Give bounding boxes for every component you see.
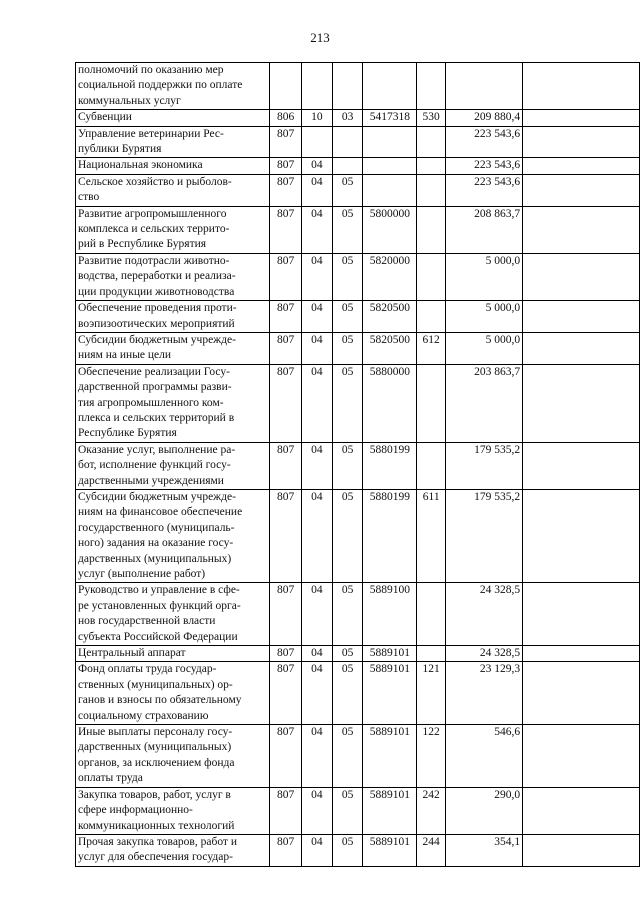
- amount-cell: 354,1: [446, 834, 523, 866]
- expense-name-cell: Субвенции: [76, 110, 270, 126]
- table-row: [76, 174, 640, 206]
- ministry-code-cell: 807: [270, 158, 302, 174]
- table-row: [76, 662, 640, 725]
- empty-column-cell: [523, 787, 640, 834]
- table-row: [76, 646, 640, 662]
- subsection-code-cell: 05: [332, 662, 363, 725]
- table-row: [76, 834, 640, 866]
- amount-cell: 23 129,3: [446, 662, 523, 725]
- expense-name-cell: Развитие агропромышленного комплекса и сельских террито- рий в Республике Бурятия: [76, 206, 270, 253]
- section-code-cell: 04: [302, 206, 333, 253]
- expense-name-cell: Центральный аппарат: [76, 646, 270, 662]
- expense-type-code-cell: 244: [417, 834, 446, 866]
- section-code-cell: 04: [302, 834, 333, 866]
- empty-column-cell: [523, 63, 640, 110]
- subsection-code-cell: 05: [332, 725, 363, 788]
- ministry-code-cell: 806: [270, 110, 302, 126]
- expense-type-code-cell: [417, 253, 446, 300]
- empty-column-cell: [523, 646, 640, 662]
- table-row: [76, 489, 640, 582]
- expense-name-cell: Управление ветеринарии Рес- публики Бурятия: [76, 126, 270, 158]
- expense-type-code-cell: 530: [417, 110, 446, 126]
- ministry-code-cell: 807: [270, 646, 302, 662]
- expense-type-code-cell: [417, 63, 446, 110]
- section-code-cell: 04: [302, 787, 333, 834]
- target-item-code-cell: 5800000: [363, 206, 417, 253]
- amount-cell: 208 863,7: [446, 206, 523, 253]
- section-code-cell: 04: [302, 174, 333, 206]
- expense-name-cell: Оказание услуг, выполнение ра- бот, исполнение функций госу- дарственными учреждениями: [76, 442, 270, 489]
- expense-type-code-cell: 612: [417, 332, 446, 364]
- empty-column-cell: [523, 332, 640, 364]
- table-row: [76, 332, 640, 364]
- amount-cell: 223 543,6: [446, 174, 523, 206]
- target-item-code-cell: 5820000: [363, 253, 417, 300]
- table-row: [76, 583, 640, 646]
- amount-cell: 179 535,2: [446, 442, 523, 489]
- target-item-code-cell: [363, 63, 417, 110]
- subsection-code-cell: 05: [332, 301, 363, 333]
- table-row: [76, 364, 640, 442]
- amount-cell: 546,6: [446, 725, 523, 788]
- section-code-cell: 04: [302, 662, 333, 725]
- target-item-code-cell: 5820500: [363, 301, 417, 333]
- target-item-code-cell: 5889101: [363, 725, 417, 788]
- expense-name-cell: Обеспечение реализации Госу- дарственной программы разви- тия агропромышленного ком- плекса и сельских территорий в Республике Бурятия: [76, 364, 270, 442]
- empty-column-cell: [523, 662, 640, 725]
- empty-column-cell: [523, 158, 640, 174]
- section-code-cell: 04: [302, 301, 333, 333]
- amount-cell: 290,0: [446, 787, 523, 834]
- target-item-code-cell: [363, 126, 417, 158]
- amount-cell: 223 543,6: [446, 126, 523, 158]
- ministry-code-cell: 807: [270, 253, 302, 300]
- section-code-cell: [302, 126, 333, 158]
- amount-cell: 179 535,2: [446, 489, 523, 582]
- expense-type-code-cell: [417, 206, 446, 253]
- section-code-cell: [302, 63, 333, 110]
- subsection-code-cell: 05: [332, 174, 363, 206]
- expense-type-code-cell: [417, 301, 446, 333]
- expense-type-code-cell: [417, 646, 446, 662]
- table-row: [76, 126, 640, 158]
- target-item-code-cell: 5889100: [363, 583, 417, 646]
- subsection-code-cell: 03: [332, 110, 363, 126]
- empty-column-cell: [523, 110, 640, 126]
- empty-column-cell: [523, 834, 640, 866]
- section-code-cell: 04: [302, 489, 333, 582]
- expense-name-cell: Субсидии бюджетным учрежде- ниям на финансовое обеспечение государственного (муниципаль- ного) задания на оказание госу- дарственных (муниципальных) услуг (выполнение работ): [76, 489, 270, 582]
- section-code-cell: 04: [302, 364, 333, 442]
- section-code-cell: 04: [302, 332, 333, 364]
- table-row: [76, 301, 640, 333]
- section-code-cell: 10: [302, 110, 333, 126]
- target-item-code-cell: 5880199: [363, 489, 417, 582]
- subsection-code-cell: 05: [332, 489, 363, 582]
- subsection-code-cell: 05: [332, 583, 363, 646]
- target-item-code-cell: 5889101: [363, 662, 417, 725]
- expense-type-code-cell: 242: [417, 787, 446, 834]
- section-code-cell: 04: [302, 583, 333, 646]
- ministry-code-cell: 807: [270, 834, 302, 866]
- amount-cell: 5 000,0: [446, 301, 523, 333]
- table-row: [76, 787, 640, 834]
- amount-cell: 203 863,7: [446, 364, 523, 442]
- expense-name-cell: Закупка товаров, работ, услуг в сфере информационно- коммуникационных технологий: [76, 787, 270, 834]
- expense-name-cell: Обеспечение проведения проти- воэпизоотических мероприятий: [76, 301, 270, 333]
- expense-type-code-cell: [417, 158, 446, 174]
- subsection-code-cell: [332, 126, 363, 158]
- empty-column-cell: [523, 126, 640, 158]
- target-item-code-cell: 5889101: [363, 646, 417, 662]
- expense-name-cell: Прочая закупка товаров, работ и услуг для обеспечения государ-: [76, 834, 270, 866]
- ministry-code-cell: 807: [270, 442, 302, 489]
- page-number: 213: [310, 30, 330, 45]
- expense-name-cell: Субсидии бюджетным учрежде- ниям на иные цели: [76, 332, 270, 364]
- empty-column-cell: [523, 364, 640, 442]
- expense-type-code-cell: 122: [417, 725, 446, 788]
- subsection-code-cell: 05: [332, 364, 363, 442]
- table-row: [76, 158, 640, 174]
- amount-cell: [446, 63, 523, 110]
- subsection-code-cell: 05: [332, 253, 363, 300]
- expense-name-cell: полномочий по оказанию мер социальной поддержки по оплате коммунальных услуг: [76, 63, 270, 110]
- ministry-code-cell: 807: [270, 725, 302, 788]
- expense-name-cell: Фонд оплаты труда государ- ственных (муниципальных) ор- ганов и взносы по обязательному социальному страхованию: [76, 662, 270, 725]
- empty-column-cell: [523, 442, 640, 489]
- ministry-code-cell: 807: [270, 126, 302, 158]
- ministry-code-cell: 807: [270, 364, 302, 442]
- expense-name-cell: Иные выплаты персоналу госу- дарственных (муниципальных) органов, за исключением фонда оплаты труда: [76, 725, 270, 788]
- subsection-code-cell: [332, 63, 363, 110]
- subsection-code-cell: 05: [332, 332, 363, 364]
- expense-type-code-cell: 611: [417, 489, 446, 582]
- section-code-cell: 04: [302, 725, 333, 788]
- ministry-code-cell: 807: [270, 174, 302, 206]
- table-row: [76, 63, 640, 110]
- target-item-code-cell: 5880000: [363, 364, 417, 442]
- target-item-code-cell: 5889101: [363, 787, 417, 834]
- ministry-code-cell: 807: [270, 332, 302, 364]
- target-item-code-cell: 5889101: [363, 834, 417, 866]
- section-code-cell: 04: [302, 253, 333, 300]
- empty-column-cell: [523, 301, 640, 333]
- expense-name-cell: Руководство и управление в сфе- ре установленных функций орга- нов государственной власти субъекта Российской Федерации: [76, 583, 270, 646]
- expense-name-cell: Развитие подотрасли животно- водства, переработки и реализа- ции продукции животноводства: [76, 253, 270, 300]
- expense-name-cell: Национальная экономика: [76, 158, 270, 174]
- empty-column-cell: [523, 583, 640, 646]
- target-item-code-cell: 5417318: [363, 110, 417, 126]
- amount-cell: 209 880,4: [446, 110, 523, 126]
- table-row: [76, 725, 640, 788]
- ministry-code-cell: [270, 63, 302, 110]
- budget-table-body: [76, 63, 640, 867]
- subsection-code-cell: 05: [332, 646, 363, 662]
- expense-type-code-cell: [417, 364, 446, 442]
- empty-column-cell: [523, 206, 640, 253]
- amount-cell: 5 000,0: [446, 332, 523, 364]
- empty-column-cell: [523, 253, 640, 300]
- expense-type-code-cell: 121: [417, 662, 446, 725]
- empty-column-cell: [523, 489, 640, 582]
- ministry-code-cell: 807: [270, 662, 302, 725]
- target-item-code-cell: [363, 158, 417, 174]
- expense-type-code-cell: [417, 442, 446, 489]
- expense-type-code-cell: [417, 583, 446, 646]
- subsection-code-cell: 05: [332, 206, 363, 253]
- target-item-code-cell: [363, 174, 417, 206]
- section-code-cell: 04: [302, 442, 333, 489]
- amount-cell: 24 328,5: [446, 583, 523, 646]
- table-row: [76, 206, 640, 253]
- table-row: [76, 253, 640, 300]
- budget-table: [75, 62, 640, 867]
- amount-cell: 24 328,5: [446, 646, 523, 662]
- expense-type-code-cell: [417, 174, 446, 206]
- empty-column-cell: [523, 725, 640, 788]
- ministry-code-cell: 807: [270, 206, 302, 253]
- empty-column-cell: [523, 174, 640, 206]
- target-item-code-cell: 5880199: [363, 442, 417, 489]
- subsection-code-cell: 05: [332, 442, 363, 489]
- section-code-cell: 04: [302, 158, 333, 174]
- subsection-code-cell: 05: [332, 787, 363, 834]
- target-item-code-cell: 5820500: [363, 332, 417, 364]
- expense-type-code-cell: [417, 126, 446, 158]
- ministry-code-cell: 807: [270, 787, 302, 834]
- ministry-code-cell: 807: [270, 301, 302, 333]
- ministry-code-cell: 807: [270, 489, 302, 582]
- expense-name-cell: Сельское хозяйство и рыболов- ство: [76, 174, 270, 206]
- subsection-code-cell: 05: [332, 834, 363, 866]
- subsection-code-cell: [332, 158, 363, 174]
- ministry-code-cell: 807: [270, 583, 302, 646]
- table-row: [76, 110, 640, 126]
- table-row: [76, 442, 640, 489]
- amount-cell: 5 000,0: [446, 253, 523, 300]
- amount-cell: 223 543,6: [446, 158, 523, 174]
- section-code-cell: 04: [302, 646, 333, 662]
